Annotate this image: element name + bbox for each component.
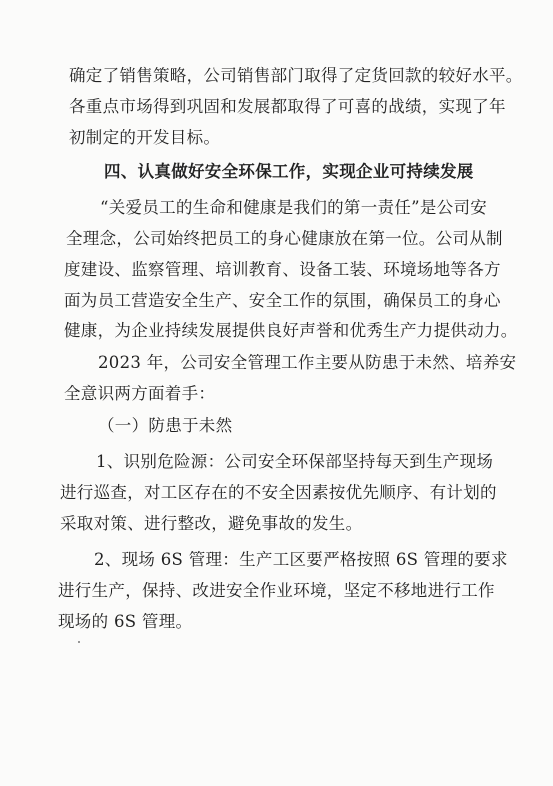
paragraph-1-line-1: 确定了销售策略，公司销售部门取得了定货回款的较好水平。 bbox=[69, 66, 523, 85]
paragraph-3-line-2: 全意识两方面着手： bbox=[64, 384, 216, 403]
paragraph-1-line-2: 各重点市场得到巩固和发展都取得了可喜的战绩，实现了年 bbox=[69, 97, 506, 116]
paragraph-2-line-5: 健康，为企业持续发展提供良好声誉和优秀生产力提供动力。 bbox=[64, 321, 518, 340]
paragraph-2-line-2: 全理念，公司始终把员工的身心健康放在第一位。公司从制 bbox=[66, 229, 503, 248]
section-4-heading: 四、认真做好安全环保工作，实现企业可持续发展 bbox=[104, 162, 474, 181]
paragraph-5-line-2: 进行生产，保持、改进安全作业环境，坚定不移地进行工作 bbox=[58, 581, 495, 600]
paragraph-1-line-3: 初制定的开发目标。 bbox=[69, 128, 221, 147]
paragraph-4-line-3: 采取对策、进行整改，避免事故的发生。 bbox=[60, 514, 363, 533]
paragraph-3-line-1: 2023 年，公司安全管理工作主要从防患于未然、培养安 bbox=[98, 353, 517, 372]
paragraph-5-line-3: 现场的 6S 管理。 bbox=[58, 612, 193, 631]
scan-speck bbox=[78, 641, 80, 643]
paragraph-2-line-4: 面为员工营造安全生产、安全工作的氛围，确保员工的身心 bbox=[64, 291, 501, 310]
paragraph-2-line-3: 度建设、监察管理、培训教育、设备工装、环境场地等各方 bbox=[64, 260, 501, 279]
paragraph-4-line-2: 进行巡查，对工区存在的不安全因素按优先顺序、有计划的 bbox=[60, 483, 497, 502]
paragraph-2-line-1: “关爱员工的生命和健康是我们的第一责任”是公司安 bbox=[100, 198, 488, 217]
paragraph-4-line-1: 1、识别危险源：公司安全环保部坚持每天到生产现场 bbox=[96, 452, 494, 471]
paragraph-5-line-1: 2、现场 6S 管理：生产工区要严格按照 6S 管理的要求 bbox=[94, 550, 508, 569]
subsection-1-heading: （一）防患于未然 bbox=[98, 416, 233, 435]
